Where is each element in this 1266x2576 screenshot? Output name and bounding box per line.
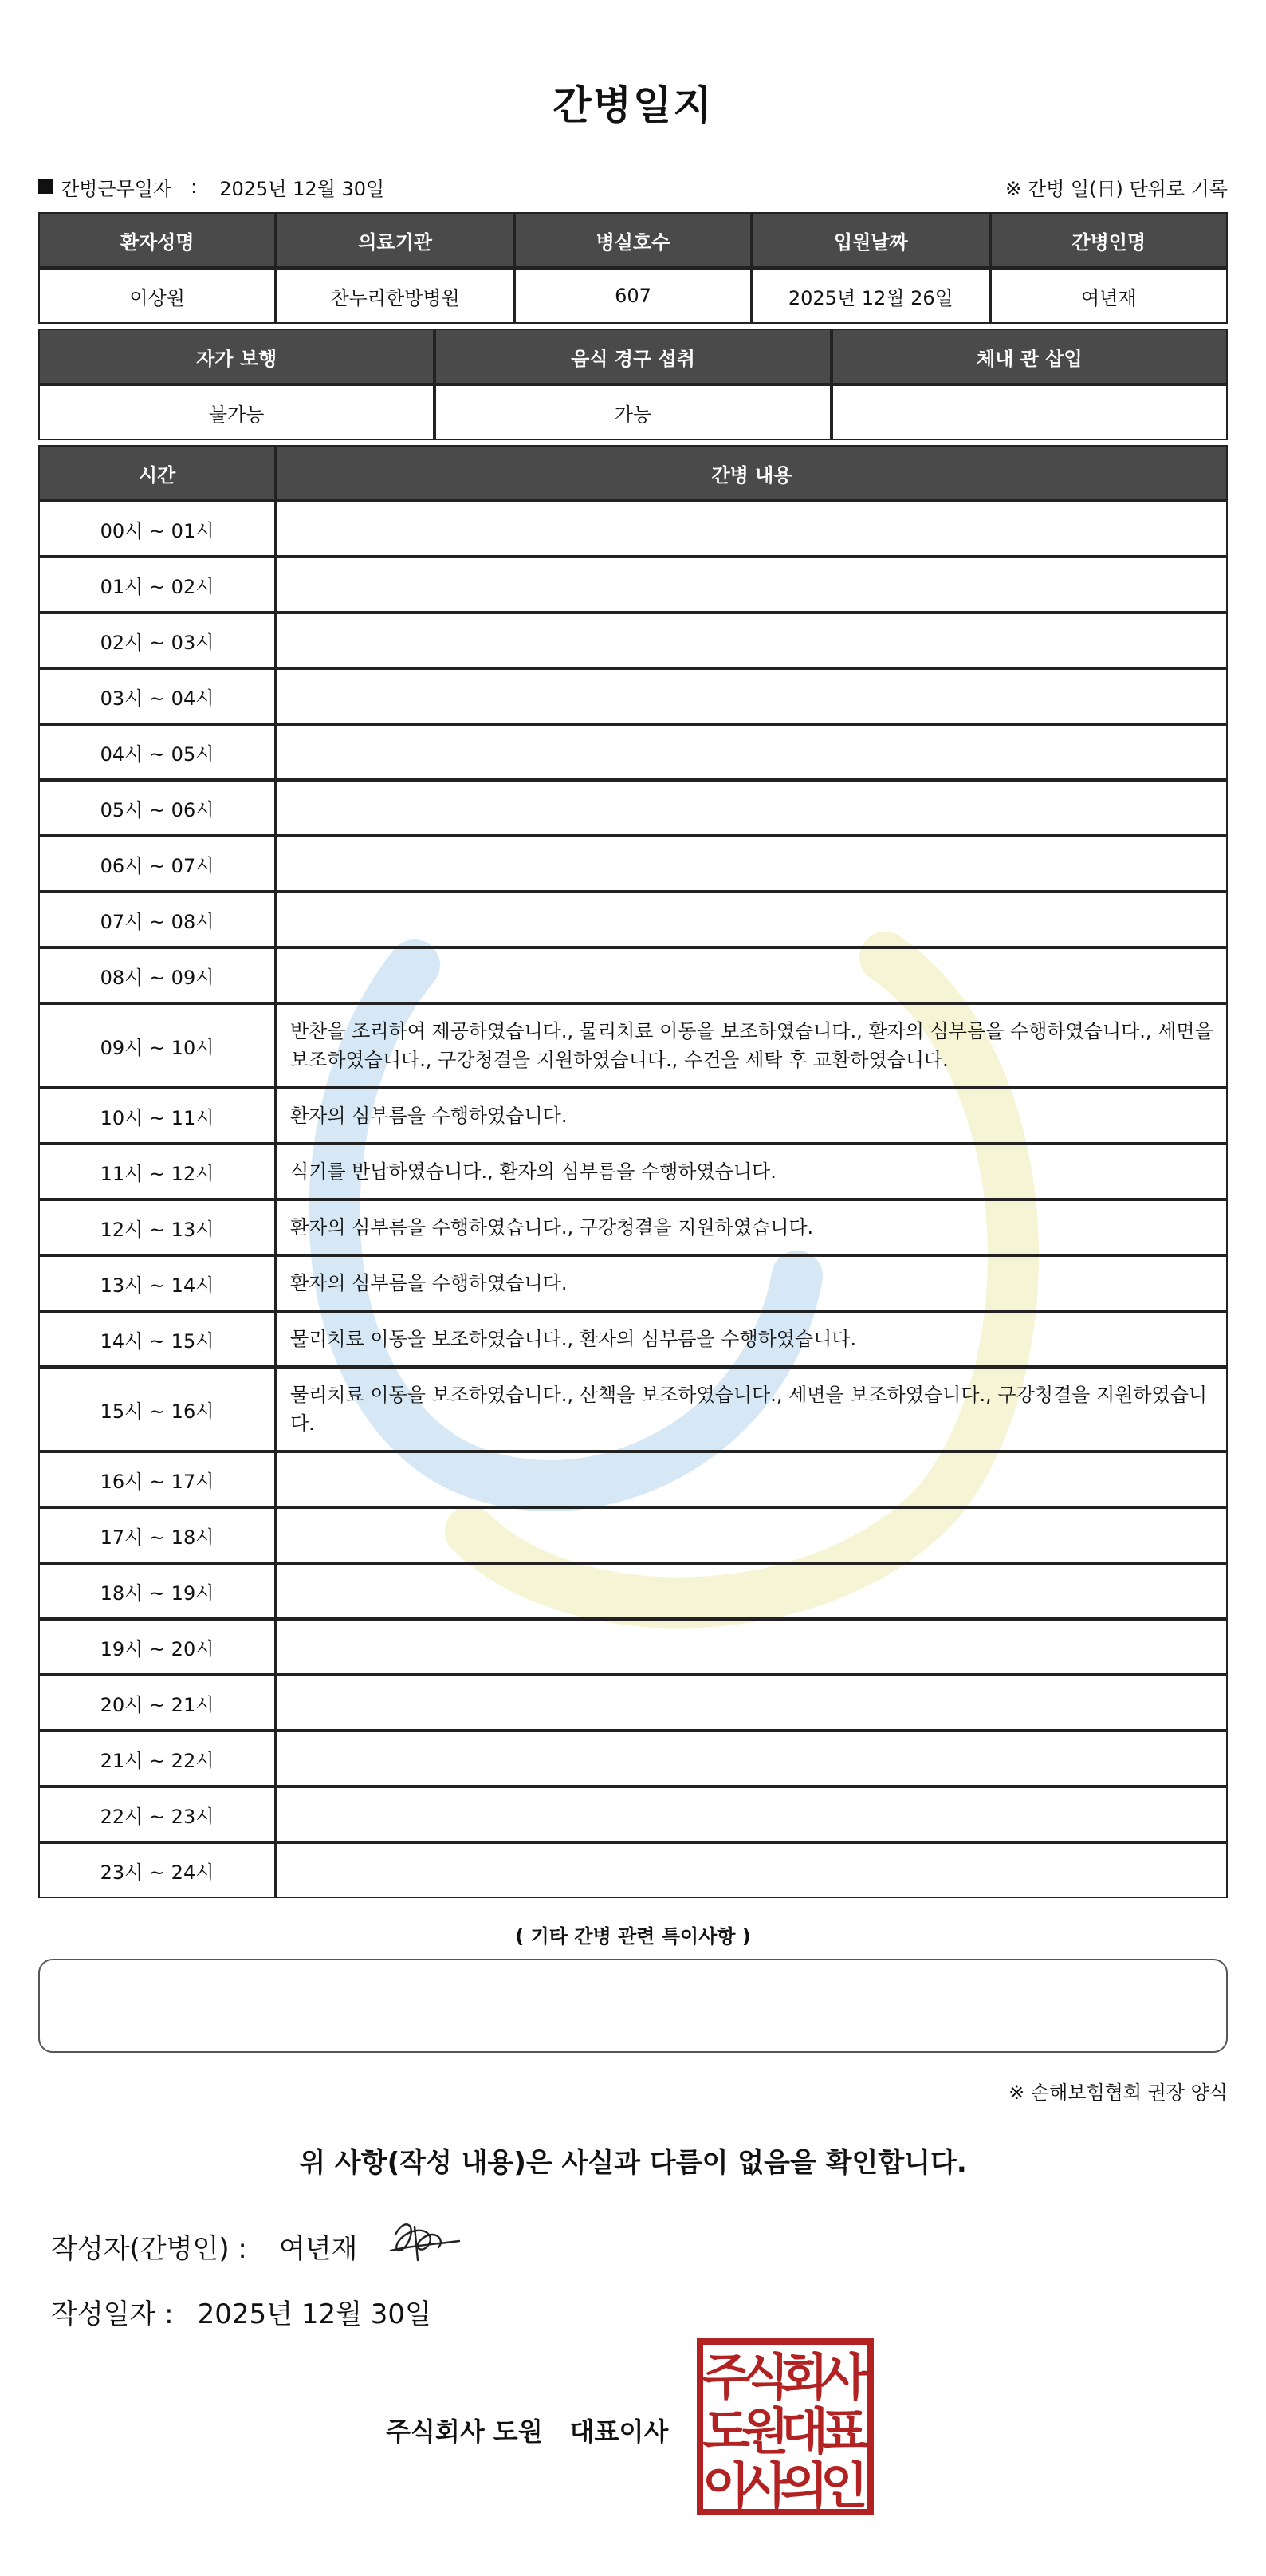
record-unit-note: ※ 간병 일(日) 단위로 기록 bbox=[1005, 177, 1228, 200]
writer-label: 작성자(간병인) : bbox=[51, 2233, 247, 2265]
header-admission-date: 입원날짜 bbox=[752, 212, 989, 268]
time-cell: 07시 ~ 08시 bbox=[38, 892, 276, 947]
content-cell bbox=[276, 1619, 1228, 1675]
patient-status-table bbox=[38, 329, 1228, 440]
svg-text:식: 식 bbox=[741, 2348, 789, 2406]
svg-text:이: 이 bbox=[702, 2456, 750, 2515]
time-cell: 23시 ~ 24시 bbox=[38, 1842, 276, 1898]
write-date-row bbox=[51, 2292, 431, 2331]
table-row bbox=[38, 557, 1228, 612]
time-cell: 16시 ~ 17시 bbox=[38, 1451, 276, 1507]
patient-info-table bbox=[38, 212, 1228, 324]
caregiver-name: 여년재 bbox=[990, 268, 1228, 324]
oral-intake-value: 가능 bbox=[434, 384, 831, 440]
content-cell bbox=[276, 1786, 1228, 1842]
svg-text:주: 주 bbox=[702, 2348, 750, 2406]
patient-name: 이상원 bbox=[38, 268, 276, 324]
work-date-label: 간병근무일자 bbox=[61, 177, 172, 200]
table-row bbox=[38, 892, 1228, 947]
content-cell bbox=[276, 612, 1228, 668]
content-cell: 환자의 심부름을 수행하였습니다. bbox=[276, 1255, 1228, 1311]
table-row bbox=[38, 1731, 1228, 1786]
time-cell: 20시 ~ 21시 bbox=[38, 1675, 276, 1731]
time-cell: 13시 ~ 14시 bbox=[38, 1255, 276, 1311]
content-cell: 물리치료 이동을 보조하였습니다., 산책을 보조하였습니다., 세면을 보조하였습니다., 구강청결을 지원하였습니다. bbox=[276, 1367, 1228, 1451]
table-row bbox=[38, 1311, 1228, 1367]
time-cell: 15시 ~ 16시 bbox=[38, 1367, 276, 1451]
content-cell bbox=[276, 557, 1228, 612]
content-cell bbox=[276, 947, 1228, 1003]
company-row bbox=[386, 2412, 668, 2448]
care-log-table bbox=[38, 445, 1228, 1898]
hospital-name: 찬누리한방병원 bbox=[276, 268, 513, 324]
table-row bbox=[38, 836, 1228, 892]
table-row bbox=[38, 1563, 1228, 1619]
content-cell bbox=[276, 724, 1228, 780]
header-care-content: 간병 내용 bbox=[276, 445, 1228, 501]
write-date-label: 작성일자 : bbox=[51, 2298, 174, 2330]
content-cell: 물리치료 이동을 보조하였습니다., 환자의 심부름을 수행하였습니다. bbox=[276, 1311, 1228, 1367]
write-date-value: 2025년 12월 30일 bbox=[197, 2298, 431, 2330]
table-row bbox=[38, 1144, 1228, 1199]
table-row bbox=[38, 724, 1228, 780]
company-title: 대표이사 bbox=[569, 2416, 669, 2447]
admission-date: 2025년 12월 26일 bbox=[752, 268, 989, 324]
time-cell: 04시 ~ 05시 bbox=[38, 724, 276, 780]
content-cell bbox=[276, 501, 1228, 557]
content-cell bbox=[276, 780, 1228, 836]
time-cell: 01시 ~ 02시 bbox=[38, 557, 276, 612]
time-cell: 02시 ~ 03시 bbox=[38, 612, 276, 668]
company-seal-stamp bbox=[695, 2337, 875, 2517]
time-cell: 14시 ~ 15시 bbox=[38, 1311, 276, 1367]
svg-text:의: 의 bbox=[780, 2456, 828, 2515]
header-room: 병실호수 bbox=[514, 212, 752, 268]
table-row bbox=[38, 1451, 1228, 1507]
content-cell bbox=[276, 1507, 1228, 1563]
special-notes-box bbox=[38, 1959, 1228, 2053]
content-cell bbox=[276, 668, 1228, 724]
header-tube-insertion: 체내 관 삽입 bbox=[832, 329, 1228, 384]
table-row bbox=[38, 947, 1228, 1003]
svg-text:원: 원 bbox=[741, 2402, 789, 2460]
header-time: 시간 bbox=[38, 445, 276, 501]
content-cell: 환자의 심부름을 수행하였습니다., 구강청결을 지원하였습니다. bbox=[276, 1199, 1228, 1255]
work-date-value: 2025년 12월 30일 bbox=[219, 177, 385, 200]
table-row bbox=[38, 1367, 1228, 1451]
time-cell: 05시 ~ 06시 bbox=[38, 780, 276, 836]
content-cell: 식기를 반납하였습니다., 환자의 심부름을 수행하였습니다. bbox=[276, 1144, 1228, 1199]
time-cell: 22시 ~ 23시 bbox=[38, 1786, 276, 1842]
company-name: 주식회사 도원 bbox=[386, 2416, 543, 2447]
time-cell: 06시 ~ 07시 bbox=[38, 836, 276, 892]
header-oral-intake: 음식 경구 섭취 bbox=[434, 329, 831, 384]
time-cell: 21시 ~ 22시 bbox=[38, 1731, 276, 1786]
svg-text:사: 사 bbox=[741, 2456, 789, 2515]
time-cell: 17시 ~ 18시 bbox=[38, 1507, 276, 1563]
svg-text:표: 표 bbox=[820, 2402, 868, 2460]
content-cell bbox=[276, 836, 1228, 892]
table-row bbox=[38, 668, 1228, 724]
self-walking-value: 불가능 bbox=[38, 384, 434, 440]
recommended-form-note: ※ 손해보험협회 권장 양식 bbox=[1008, 2082, 1228, 2104]
content-cell bbox=[276, 1842, 1228, 1898]
content-cell bbox=[276, 892, 1228, 947]
square-bullet-icon bbox=[38, 179, 53, 194]
table-row bbox=[38, 1003, 1228, 1088]
meta-row bbox=[38, 169, 1228, 204]
writer-name: 여년재 bbox=[278, 2233, 358, 2265]
time-cell: 11시 ~ 12시 bbox=[38, 1144, 276, 1199]
time-cell: 10시 ~ 11시 bbox=[38, 1088, 276, 1144]
table-row bbox=[38, 1675, 1228, 1731]
content-cell bbox=[276, 1675, 1228, 1731]
time-cell: 19시 ~ 20시 bbox=[38, 1619, 276, 1675]
table-row bbox=[38, 1842, 1228, 1898]
special-notes-title: ( 기타 간병 관련 특이사항 ) bbox=[515, 1925, 751, 1948]
content-cell bbox=[276, 1563, 1228, 1619]
header-hospital: 의료기관 bbox=[276, 212, 513, 268]
work-date-colon: : bbox=[191, 175, 198, 198]
header-patient-name: 환자성명 bbox=[38, 212, 276, 268]
svg-text:회: 회 bbox=[780, 2348, 828, 2406]
header-self-walking: 자가 보행 bbox=[38, 329, 434, 384]
table-row bbox=[38, 612, 1228, 668]
confirmation-statement: 위 사항(작성 내용)은 사실과 다름이 없음을 확인합니다. bbox=[299, 2147, 967, 2179]
time-cell: 09시 ~ 10시 bbox=[38, 1003, 276, 1088]
time-cell: 18시 ~ 19시 bbox=[38, 1563, 276, 1619]
content-cell: 환자의 심부름을 수행하였습니다. bbox=[276, 1088, 1228, 1144]
time-cell: 00시 ~ 01시 bbox=[38, 501, 276, 557]
content-cell bbox=[276, 1731, 1228, 1786]
writer-row bbox=[51, 2227, 357, 2266]
table-row bbox=[38, 1255, 1228, 1311]
svg-text:인: 인 bbox=[820, 2456, 868, 2515]
time-cell: 12시 ~ 13시 bbox=[38, 1199, 276, 1255]
svg-text:대: 대 bbox=[780, 2402, 828, 2460]
room-number: 607 bbox=[514, 268, 752, 324]
signature-image bbox=[379, 2211, 467, 2275]
document-title: 간병일지 bbox=[552, 82, 714, 128]
table-row bbox=[38, 1199, 1228, 1255]
content-cell bbox=[276, 1451, 1228, 1507]
table-row bbox=[38, 1088, 1228, 1144]
content-cell: 반찬을 조리하여 제공하였습니다., 물리치료 이동을 보조하였습니다., 환자의 심부름을 수행하였습니다., 세면을 보조하였습니다., 구강청결을 지원하였습니다., 수건을 세탁 후 교환하였습니다. bbox=[276, 1003, 1228, 1088]
time-cell: 08시 ~ 09시 bbox=[38, 947, 276, 1003]
tube-insertion-value bbox=[832, 384, 1228, 440]
svg-text:사: 사 bbox=[820, 2348, 868, 2406]
table-row bbox=[38, 780, 1228, 836]
header-caregiver: 간병인명 bbox=[990, 212, 1228, 268]
table-row bbox=[38, 1619, 1228, 1675]
table-row bbox=[38, 501, 1228, 557]
table-row bbox=[38, 1507, 1228, 1563]
time-cell: 03시 ~ 04시 bbox=[38, 668, 276, 724]
table-row bbox=[38, 1786, 1228, 1842]
svg-text:도: 도 bbox=[702, 2402, 750, 2460]
